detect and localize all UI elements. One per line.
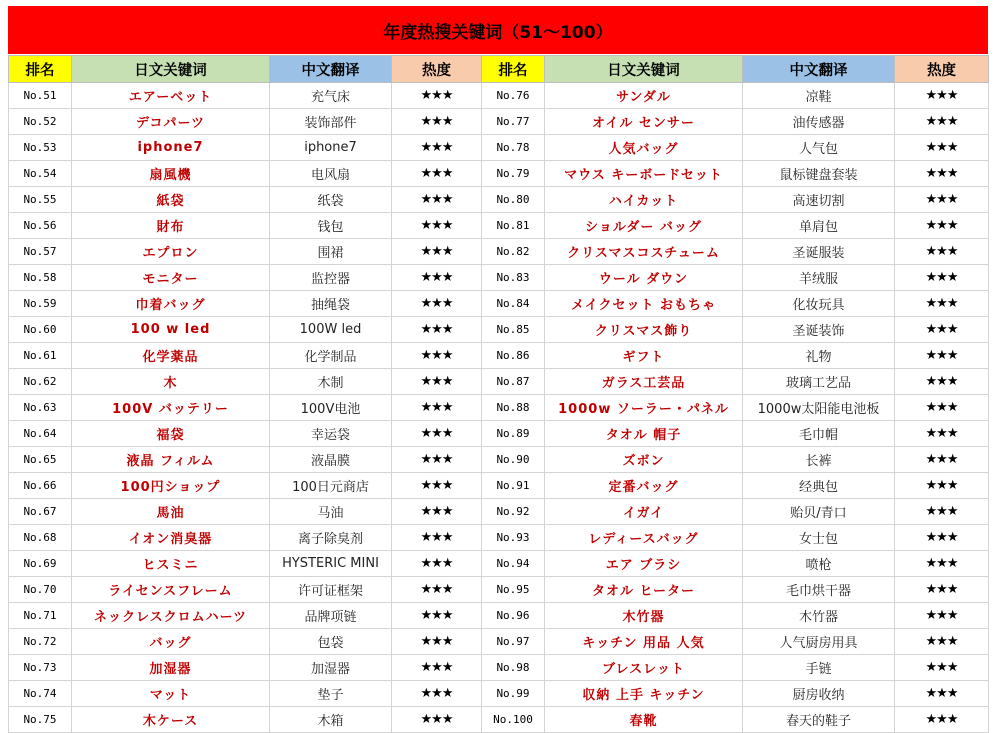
right-heat-cell: ★★★ <box>895 343 989 369</box>
left-heat-cell: ★★★ <box>392 135 482 161</box>
right-jp-cell: 1000w ソーラー・パネル <box>545 395 743 421</box>
right-rank-cell: No.82 <box>482 239 545 265</box>
right-cn-cell: 鼠标键盘套装 <box>743 161 895 187</box>
left-heat-cell: ★★★ <box>392 499 482 525</box>
right-cn-cell: 手链 <box>743 655 895 681</box>
left-heat-cell: ★★★ <box>392 317 482 343</box>
right-jp-cell: 収納 上手 キッチン <box>545 681 743 707</box>
right-jp-cell: マウス キーボードセット <box>545 161 743 187</box>
right-rank-cell: No.85 <box>482 317 545 343</box>
left-rank-cell: No.63 <box>9 395 72 421</box>
table-row <box>9 187 989 213</box>
right-jp-cell: イガイ <box>545 499 743 525</box>
right-jp-cell: ウール ダウン <box>545 265 743 291</box>
right-heat-cell: ★★★ <box>895 369 989 395</box>
right-rank-cell: No.97 <box>482 629 545 655</box>
right-rank-cell: No.90 <box>482 447 545 473</box>
table-row <box>9 109 989 135</box>
left-cn-cell: 木箱 <box>270 707 392 733</box>
left-cn-cell: 加湿器 <box>270 655 392 681</box>
left-cn-cell: 电风扇 <box>270 161 392 187</box>
left-rank-cell: No.54 <box>9 161 72 187</box>
left-cn-cell: 垫子 <box>270 681 392 707</box>
left-rank-cell: No.66 <box>9 473 72 499</box>
left-rank-cell: No.75 <box>9 707 72 733</box>
right-rank-cell: No.78 <box>482 135 545 161</box>
right-cn-cell: 单肩包 <box>743 213 895 239</box>
left-jp-cell: 100 w led <box>72 317 270 343</box>
left-heat-cell: ★★★ <box>392 681 482 707</box>
table-row <box>9 525 989 551</box>
sheet-title: 年度热搜关键词（51～100） <box>8 6 988 54</box>
left-cn-cell: 抽绳袋 <box>270 291 392 317</box>
left-jp-cell: 紙袋 <box>72 187 270 213</box>
right-jp-cell: ショルダー バッグ <box>545 213 743 239</box>
right-jp-cell: エア ブラシ <box>545 551 743 577</box>
left-rank-cell: No.60 <box>9 317 72 343</box>
left-heat-cell: ★★★ <box>392 343 482 369</box>
right-cn-cell: 玻璃工艺品 <box>743 369 895 395</box>
right-rank-cell: No.93 <box>482 525 545 551</box>
left-heat-cell: ★★★ <box>392 369 482 395</box>
right-heat-cell: ★★★ <box>895 681 989 707</box>
table-row <box>9 135 989 161</box>
right-jp-cell: タオル ヒーター <box>545 577 743 603</box>
table-row <box>9 577 989 603</box>
left-heat-cell: ★★★ <box>392 577 482 603</box>
right-rank-cell: No.87 <box>482 369 545 395</box>
left-cn-cell: 液晶膜 <box>270 447 392 473</box>
left-jp-cell: モニター <box>72 265 270 291</box>
right-cn-cell: 高速切割 <box>743 187 895 213</box>
header-jp-left: 日文关键词 <box>72 56 270 83</box>
table-row <box>9 707 989 733</box>
table-row <box>9 551 989 577</box>
table-row <box>9 681 989 707</box>
left-rank-cell: No.64 <box>9 421 72 447</box>
left-jp-cell: マット <box>72 681 270 707</box>
right-heat-cell: ★★★ <box>895 135 989 161</box>
left-rank-cell: No.51 <box>9 83 72 109</box>
left-jp-cell: デコパーツ <box>72 109 270 135</box>
left-rank-cell: No.57 <box>9 239 72 265</box>
left-cn-cell: 化学制品 <box>270 343 392 369</box>
right-cn-cell: 喷枪 <box>743 551 895 577</box>
table-row <box>9 291 989 317</box>
left-cn-cell: 100V电池 <box>270 395 392 421</box>
right-jp-cell: レディースバッグ <box>545 525 743 551</box>
right-cn-cell: 圣诞服装 <box>743 239 895 265</box>
right-rank-cell: No.83 <box>482 265 545 291</box>
right-heat-cell: ★★★ <box>895 83 989 109</box>
left-rank-cell: No.59 <box>9 291 72 317</box>
left-cn-cell: 钱包 <box>270 213 392 239</box>
left-cn-cell: 监控器 <box>270 265 392 291</box>
right-cn-cell: 女士包 <box>743 525 895 551</box>
right-jp-cell: 定番バッグ <box>545 473 743 499</box>
right-rank-cell: No.84 <box>482 291 545 317</box>
left-heat-cell: ★★★ <box>392 707 482 733</box>
left-jp-cell: iphone7 <box>72 135 270 161</box>
left-rank-cell: No.67 <box>9 499 72 525</box>
right-jp-cell: ズボン <box>545 447 743 473</box>
left-jp-cell: 巾着バッグ <box>72 291 270 317</box>
left-jp-cell: 木 <box>72 369 270 395</box>
right-heat-cell: ★★★ <box>895 603 989 629</box>
right-jp-cell: オイル センサー <box>545 109 743 135</box>
left-jp-cell: ネックレスクロムハーツ <box>72 603 270 629</box>
left-rank-cell: No.71 <box>9 603 72 629</box>
left-jp-cell: 財布 <box>72 213 270 239</box>
left-jp-cell: ライセンスフレーム <box>72 577 270 603</box>
right-cn-cell: 化妆玩具 <box>743 291 895 317</box>
left-heat-cell: ★★★ <box>392 213 482 239</box>
right-heat-cell: ★★★ <box>895 707 989 733</box>
left-jp-cell: エアーベット <box>72 83 270 109</box>
left-cn-cell: 100日元商店 <box>270 473 392 499</box>
left-heat-cell: ★★★ <box>392 109 482 135</box>
right-cn-cell: 1000w太阳能电池板 <box>743 395 895 421</box>
left-rank-cell: No.55 <box>9 187 72 213</box>
right-jp-cell: ガラス工芸品 <box>545 369 743 395</box>
left-jp-cell: エプロン <box>72 239 270 265</box>
table-row <box>9 499 989 525</box>
right-jp-cell: キッチン 用品 人気 <box>545 629 743 655</box>
right-jp-cell: 人気バッグ <box>545 135 743 161</box>
right-heat-cell: ★★★ <box>895 629 989 655</box>
left-cn-cell: 许可证框架 <box>270 577 392 603</box>
table-row <box>9 473 989 499</box>
right-rank-cell: No.94 <box>482 551 545 577</box>
right-rank-cell: No.76 <box>482 83 545 109</box>
left-jp-cell: 液晶 フィルム <box>72 447 270 473</box>
right-heat-cell: ★★★ <box>895 265 989 291</box>
table-row <box>9 343 989 369</box>
left-heat-cell: ★★★ <box>392 603 482 629</box>
keyword-table <box>8 55 989 733</box>
left-heat-cell: ★★★ <box>392 395 482 421</box>
right-heat-cell: ★★★ <box>895 525 989 551</box>
left-heat-cell: ★★★ <box>392 421 482 447</box>
left-jp-cell: バッグ <box>72 629 270 655</box>
right-rank-cell: No.81 <box>482 213 545 239</box>
left-cn-cell: 马油 <box>270 499 392 525</box>
table-row <box>9 369 989 395</box>
right-heat-cell: ★★★ <box>895 499 989 525</box>
header-rank-right: 排名 <box>482 56 545 83</box>
right-cn-cell: 长裤 <box>743 447 895 473</box>
table-row <box>9 213 989 239</box>
right-rank-cell: No.99 <box>482 681 545 707</box>
header-jp-right: 日文关键词 <box>545 56 743 83</box>
left-heat-cell: ★★★ <box>392 161 482 187</box>
right-rank-cell: No.92 <box>482 499 545 525</box>
right-jp-cell: クリスマス飾り <box>545 317 743 343</box>
left-heat-cell: ★★★ <box>392 473 482 499</box>
left-rank-cell: No.68 <box>9 525 72 551</box>
right-cn-cell: 经典包 <box>743 473 895 499</box>
left-jp-cell: 化学薬品 <box>72 343 270 369</box>
right-rank-cell: No.95 <box>482 577 545 603</box>
right-jp-cell: ギフト <box>545 343 743 369</box>
left-heat-cell: ★★★ <box>392 447 482 473</box>
right-rank-cell: No.80 <box>482 187 545 213</box>
left-rank-cell: No.53 <box>9 135 72 161</box>
table-row <box>9 395 989 421</box>
left-heat-cell: ★★★ <box>392 265 482 291</box>
left-cn-cell: 100W led <box>270 317 392 343</box>
left-jp-cell: 福袋 <box>72 421 270 447</box>
right-cn-cell: 毛巾帽 <box>743 421 895 447</box>
left-cn-cell: 围裙 <box>270 239 392 265</box>
left-rank-cell: No.69 <box>9 551 72 577</box>
right-heat-cell: ★★★ <box>895 577 989 603</box>
right-rank-cell: No.79 <box>482 161 545 187</box>
left-heat-cell: ★★★ <box>392 525 482 551</box>
left-rank-cell: No.52 <box>9 109 72 135</box>
left-jp-cell: 木ケース <box>72 707 270 733</box>
right-cn-cell: 羊绒服 <box>743 265 895 291</box>
right-heat-cell: ★★★ <box>895 213 989 239</box>
left-cn-cell: 品牌项链 <box>270 603 392 629</box>
table-row <box>9 83 989 109</box>
right-jp-cell: ブレスレット <box>545 655 743 681</box>
header-cn-left: 中文翻译 <box>270 56 392 83</box>
left-rank-cell: No.56 <box>9 213 72 239</box>
left-jp-cell: 100円ショップ <box>72 473 270 499</box>
right-rank-cell: No.91 <box>482 473 545 499</box>
right-cn-cell: 厨房收纳 <box>743 681 895 707</box>
table-row <box>9 447 989 473</box>
right-heat-cell: ★★★ <box>895 655 989 681</box>
header-rank-left: 排名 <box>9 56 72 83</box>
table-row <box>9 161 989 187</box>
left-jp-cell: イオン消臭器 <box>72 525 270 551</box>
keyword-table-body <box>9 83 989 733</box>
table-row <box>9 655 989 681</box>
left-heat-cell: ★★★ <box>392 239 482 265</box>
right-heat-cell: ★★★ <box>895 551 989 577</box>
table-row <box>9 239 989 265</box>
right-cn-cell: 油传感器 <box>743 109 895 135</box>
right-cn-cell: 圣诞装饰 <box>743 317 895 343</box>
right-rank-cell: No.88 <box>482 395 545 421</box>
table-row <box>9 629 989 655</box>
right-heat-cell: ★★★ <box>895 187 989 213</box>
right-jp-cell: タオル 帽子 <box>545 421 743 447</box>
right-rank-cell: No.77 <box>482 109 545 135</box>
left-jp-cell: 扇風機 <box>72 161 270 187</box>
right-jp-cell: 春靴 <box>545 707 743 733</box>
left-cn-cell: 离子除臭剂 <box>270 525 392 551</box>
left-cn-cell: 幸运袋 <box>270 421 392 447</box>
left-cn-cell: 装饰部件 <box>270 109 392 135</box>
left-rank-cell: No.61 <box>9 343 72 369</box>
right-jp-cell: ハイカット <box>545 187 743 213</box>
header-heat-left: 热度 <box>392 56 482 83</box>
right-cn-cell: 凉鞋 <box>743 83 895 109</box>
left-rank-cell: No.73 <box>9 655 72 681</box>
right-heat-cell: ★★★ <box>895 473 989 499</box>
right-rank-cell: No.98 <box>482 655 545 681</box>
table-row <box>9 421 989 447</box>
left-heat-cell: ★★★ <box>392 187 482 213</box>
right-jp-cell: メイクセット おもちゃ <box>545 291 743 317</box>
right-rank-cell: No.86 <box>482 343 545 369</box>
left-cn-cell: 包袋 <box>270 629 392 655</box>
left-jp-cell: 100V バッテリー <box>72 395 270 421</box>
left-rank-cell: No.65 <box>9 447 72 473</box>
left-rank-cell: No.62 <box>9 369 72 395</box>
right-heat-cell: ★★★ <box>895 109 989 135</box>
left-jp-cell: 馬油 <box>72 499 270 525</box>
left-cn-cell: 充气床 <box>270 83 392 109</box>
left-heat-cell: ★★★ <box>392 551 482 577</box>
right-jp-cell: 木竹器 <box>545 603 743 629</box>
left-jp-cell: ヒスミニ <box>72 551 270 577</box>
right-cn-cell: 春天的鞋子 <box>743 707 895 733</box>
left-rank-cell: No.70 <box>9 577 72 603</box>
right-cn-cell: 礼物 <box>743 343 895 369</box>
left-rank-cell: No.74 <box>9 681 72 707</box>
header-cn-right: 中文翻译 <box>743 56 895 83</box>
left-cn-cell: iphone7 <box>270 135 392 161</box>
left-cn-cell: 木制 <box>270 369 392 395</box>
left-cn-cell: HYSTERIC MINI <box>270 551 392 577</box>
right-cn-cell: 人气厨房用具 <box>743 629 895 655</box>
right-heat-cell: ★★★ <box>895 317 989 343</box>
left-rank-cell: No.72 <box>9 629 72 655</box>
left-heat-cell: ★★★ <box>392 83 482 109</box>
right-heat-cell: ★★★ <box>895 161 989 187</box>
left-heat-cell: ★★★ <box>392 291 482 317</box>
right-heat-cell: ★★★ <box>895 291 989 317</box>
table-row <box>9 603 989 629</box>
right-cn-cell: 木竹器 <box>743 603 895 629</box>
right-jp-cell: サンダル <box>545 83 743 109</box>
left-heat-cell: ★★★ <box>392 655 482 681</box>
left-heat-cell: ★★★ <box>392 629 482 655</box>
right-jp-cell: クリスマスコスチューム <box>545 239 743 265</box>
right-heat-cell: ★★★ <box>895 395 989 421</box>
left-jp-cell: 加湿器 <box>72 655 270 681</box>
header-heat-right: 热度 <box>895 56 989 83</box>
right-heat-cell: ★★★ <box>895 447 989 473</box>
table-row <box>9 265 989 291</box>
right-rank-cell: No.96 <box>482 603 545 629</box>
table-row <box>9 317 989 343</box>
right-heat-cell: ★★★ <box>895 239 989 265</box>
right-cn-cell: 毛巾烘干器 <box>743 577 895 603</box>
left-rank-cell: No.58 <box>9 265 72 291</box>
right-cn-cell: 贻贝/青口 <box>743 499 895 525</box>
right-cn-cell: 人气包 <box>743 135 895 161</box>
header-row <box>9 56 989 83</box>
right-rank-cell: No.100 <box>482 707 545 733</box>
left-cn-cell: 纸袋 <box>270 187 392 213</box>
right-heat-cell: ★★★ <box>895 421 989 447</box>
right-rank-cell: No.89 <box>482 421 545 447</box>
